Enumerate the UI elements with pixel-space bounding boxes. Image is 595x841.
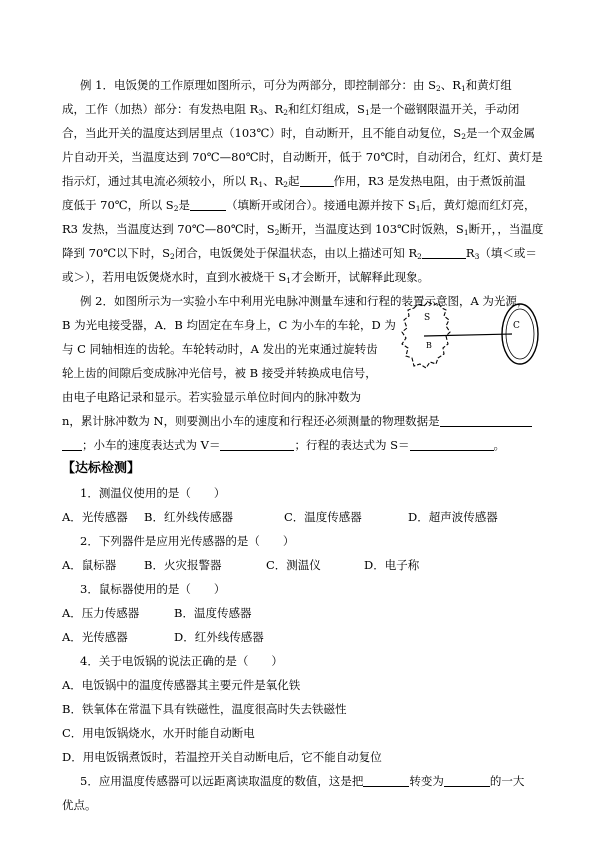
wheel-gear-figure	[400, 296, 550, 376]
question-1: 1．测温仪使用的是（ ）	[80, 486, 226, 500]
question-3-options-row-1	[62, 606, 252, 620]
question-5-cont: 优点。	[62, 798, 97, 812]
label-c: C	[513, 321, 520, 331]
ex1-line-8: 降到 70℃以下时，$S_2$闭合，电饭煲处于保温状态，由以上描述可知 $R_2$ $R_3$（填＜或＝	[62, 246, 537, 261]
ex1-line-2: 成，工作（加热）部分：有发热电阻 $R_3$、$R_2$和红灯组成，$S_1$是一个磁钢限温开关，手动闭	[62, 102, 520, 117]
blank-field	[422, 247, 466, 259]
ex1-line-7: R3 发热，当温度达到 70℃—80℃时，$S_2$断开，当温度达到 103℃时饭熟，$S_1$断开，，当温度	[62, 222, 544, 237]
question-4-option-b: B．铁氧体在常温下具有铁磁性，温度很高时失去铁磁性	[62, 702, 347, 716]
ex2-line-2: B 为光电接受器，A．B 均固定在车身上，C 为小车的车轮，D 为	[62, 318, 396, 332]
ex2-line-4: 轮上齿的间隙后变成脉冲光信号，被 B 接受并转换成电信号，	[62, 366, 377, 380]
ex2-line-5: 由电子电路记录和显示。若实验显示单位时间内的脉冲数为	[62, 390, 361, 404]
option-c: A．光传感器	[62, 630, 128, 644]
ex1-line-4: 片自动开关，当温度达到 70℃—80℃时，自动断开，低于 70℃时，自动闭合，红灯、黄灯是	[62, 150, 543, 164]
option-d: D．电子称	[364, 558, 420, 572]
option-b: B．温度传感器	[174, 606, 252, 620]
option-d: D．红外线传感器	[174, 630, 264, 644]
question-4-option-c: C．用电饭锅烧水，水开时能自动断电	[62, 726, 255, 740]
blank-field	[410, 439, 494, 451]
question-3: 3．鼠标器使用的是（ ）	[80, 582, 226, 596]
question-4-option-d: D．用电饭锅煮饭时，若温控开关自动断电后，它不能自动复位	[62, 750, 382, 764]
option-b: B．火灾报警器	[144, 558, 222, 572]
question-4-option-a: A．电饭锅中的温度传感器其主要元件是氧化铁	[62, 678, 301, 692]
label-s: S	[424, 313, 431, 323]
section-title: 【达标检测】	[62, 461, 141, 476]
blank-field	[300, 175, 334, 187]
ex2-line-6: n，累计脉冲数为 N，则要测出小车的速度和行程还必须测量的物理数据是	[62, 414, 532, 428]
question-2: 2．下列器件是应用光传感器的是（ ）	[80, 534, 295, 548]
ex2-line-3: 与 C 同轴相连的齿轮。车轮转动时，A 发出的光束通过旋转齿	[62, 342, 378, 356]
option-a: A．光传感器	[62, 510, 128, 524]
option-c: C．测温仪	[266, 558, 321, 572]
blank-field	[444, 775, 490, 787]
label-b: B	[426, 341, 432, 350]
option-d: D．超声波传感器	[408, 510, 498, 524]
blank-field	[363, 775, 409, 787]
ex1-line-6: 度低于 70℃，所以 $S_2$是 （填断开或闭合）。接通电源并按下 $S_1$后，黄灯熄而红灯亮，	[62, 198, 536, 213]
blank-field	[440, 415, 532, 427]
ex2-line-7: ；小车的速度表达式为 V＝ ；行程的表达式为 S＝ 。	[62, 438, 505, 452]
ex1-line-5: 指示灯，通过其电流必须较小，所以 $R_1$、$R_2$起 作用，R3 是发热电阻，由于煮饭前温	[62, 174, 526, 189]
option-a: A．压力传感器	[62, 606, 140, 620]
blank-field	[62, 439, 82, 451]
option-b: B．红外线传感器	[144, 510, 233, 524]
blank-field	[190, 199, 226, 211]
question-1-options	[62, 510, 498, 524]
question-5: 5．应用温度传感器可以远距离读取温度的数值，这是把 转变为 的一大	[80, 774, 525, 788]
option-c: C．温度传感器	[284, 510, 362, 524]
question-2-options	[62, 558, 420, 572]
ex1-line-3: 合，当此开关的温度达到居里点（103℃）时，自动断开，且不能自动复位，$S_2$是一个双金属	[62, 126, 535, 141]
ex2-line-1: 例 2．如图所示为一实验小车中利用光电脉冲测量车速和行程的装置示意图，A 为光源，	[80, 294, 529, 308]
question-3-options-row-2	[62, 630, 264, 644]
ex1-line-1: 例 1．电饭煲的工作原理如图所示，可分为两部分，即控制部分：由 $S_2$、$R_1$和黄灯组	[80, 78, 512, 93]
blank-field	[220, 439, 294, 451]
option-a: A．鼠标器	[62, 558, 117, 572]
axle-line	[424, 334, 512, 336]
question-4: 4．关于电饭锅的说法正确的是（ ）	[80, 654, 283, 668]
ex1-line-9: 或＞），若用电饭煲烧水时，直到水被烧干 $S_1$才会断开，试解释此现象。	[62, 270, 430, 285]
